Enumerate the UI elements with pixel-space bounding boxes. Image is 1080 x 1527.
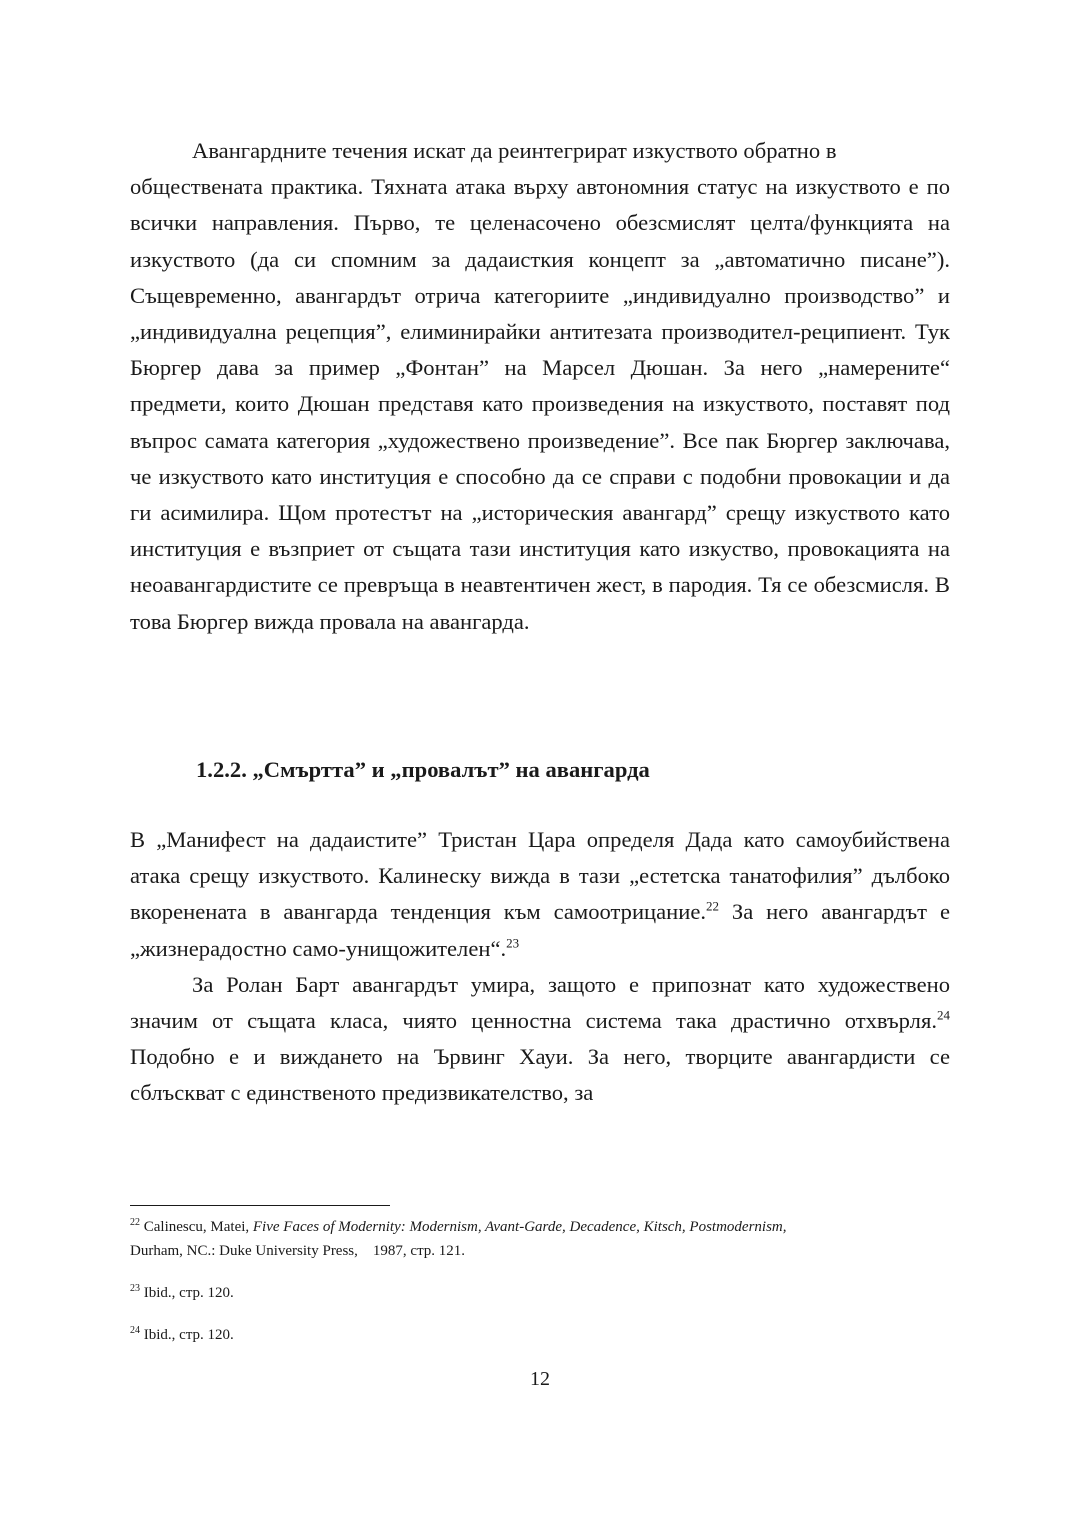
footnote-book-title: Five Faces of Modernity: Modernism, Avant-Garde, Decadence, Kitsch, Postmodernism, [252, 1219, 787, 1235]
paragraph-2-text-b: За него авангардът е „жизнерадостно само-унищожителен“. [130, 899, 950, 961]
footnotes [130, 1215, 950, 1365]
footnote-author: Calinescu, Matei, [143, 1219, 250, 1235]
page-number: 12 [530, 1368, 550, 1390]
footnote-publisher: Durham, NC.: Duke University Press, [130, 1243, 358, 1259]
footnote-ref-22[interactable]: 22 [706, 898, 720, 914]
paragraph-2-block [130, 822, 950, 1112]
footnote-text: Ibid., стр. 120. [143, 1327, 234, 1343]
footnote-ref-24[interactable]: 24 [937, 1007, 950, 1023]
paragraph-3 [130, 967, 950, 1112]
paragraph-1-body: обществената практика. Тяхната атака върху автономния статус на изкуството е по всички направления. Първо, те целенасочено обезсмислят целта/функцията на изкуството (да си спомним за дадаисткия концепт за „автоматично писане”). Същевременно, авангардът отрича категориите „индивидуално производство” и „индивидуална рецепция”, елиминирайки антитезата производител-реципиент. Тук Бюргер дава за пример „Фонтан” на Марсел Дюшан. За него „намерените“ предмети, които Дюшан представя като произведения на изкуството, поставят под въпрос самата категория „художествено произведение”. Все пак Бюргер заключава, че изкуството като институция е способно да се справи с подобни провокации и да ги асимилира. Щом протестът на „историческия авангард” срещу изкуството като институция е възприет от същата тази институция като изкуство, провокацията на неоавангардистите се превръща в неавтентичен жест, в пародия. Тя се обезсмисля. В това Бюргер вижда провала на авангарда. [130, 174, 950, 634]
paragraph-3-text-b: Подобно е и виждането на Ървинг Хауи. За него, творците авангардисти се сблъскват с единственото предизвикателство, за [130, 1044, 950, 1106]
paragraph-1 [130, 133, 950, 640]
footnote-pages: 1987, стр. 121. [372, 1243, 466, 1259]
paragraph-2 [130, 822, 950, 967]
footnote-24 [130, 1323, 950, 1347]
footnote-separator [130, 1205, 390, 1206]
paragraph-2-text-a: В „Манифест на дадаистите” Тристан Цара определя Дада като самоубийствена атака срещу изкуството. Калинеску вижда в тази „естетска танатофилия” дълбоко вкоренената в авангарда тенденция към самоотрицание. [130, 827, 950, 925]
section-heading: 1.2.2. „Смъртта” и „провалът” на авангарда [196, 757, 650, 782]
paragraph-1-first-line: Авангардните течения искат да реинтегрират изкуството обратно в [192, 138, 837, 163]
paragraph-3-text-a: За Ролан Барт авангардът умира, защото е припознат като художествено значим от същата класа, чиято ценностна система така драстично отхвърля. [130, 971, 950, 1034]
footnote-number: 22 [130, 1217, 140, 1228]
footnote-22 [130, 1215, 950, 1263]
footnote-number: 23 [130, 1283, 140, 1294]
footnote-number: 24 [130, 1325, 140, 1336]
footnote-text: Ibid., стр. 120. [143, 1285, 234, 1301]
footnote-23 [130, 1281, 950, 1305]
footnote-ref-23[interactable]: 23 [506, 935, 520, 951]
